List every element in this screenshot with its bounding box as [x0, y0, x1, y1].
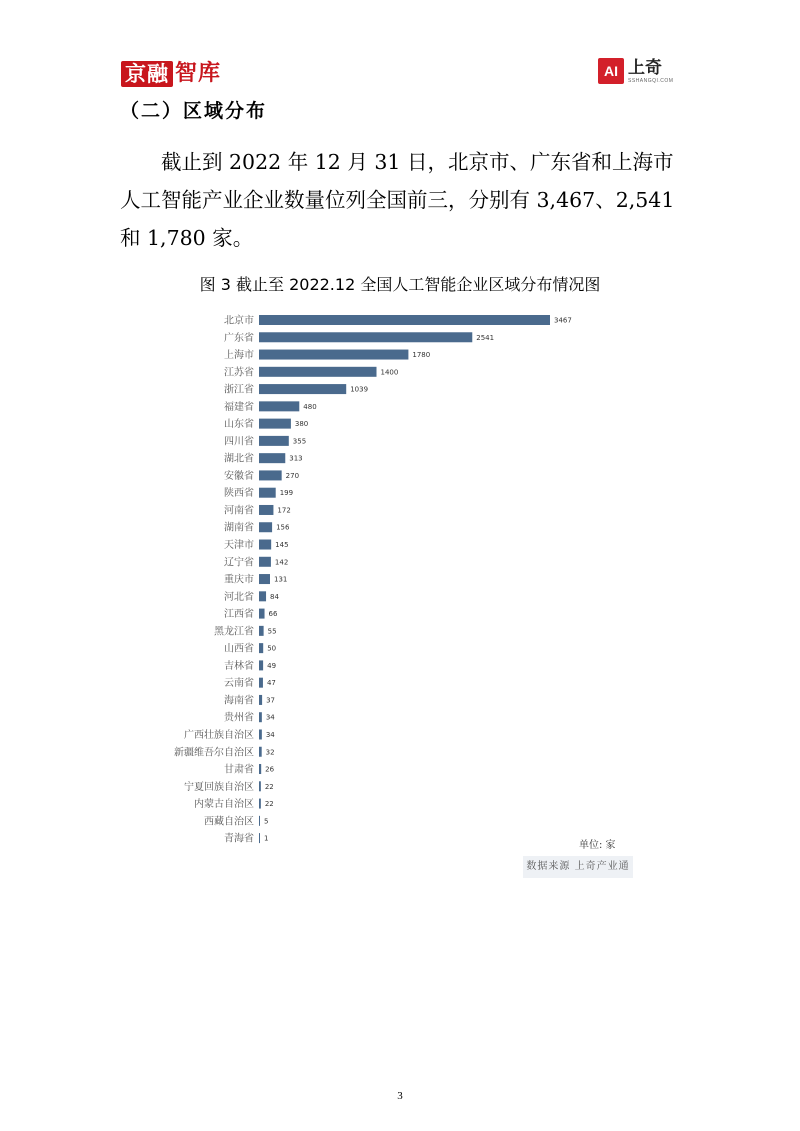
data-label: 22	[264, 800, 274, 809]
category-label: 广东省	[224, 332, 254, 344]
data-label: 37	[266, 696, 276, 705]
bar	[259, 695, 262, 705]
category-label: 内蒙古自治区	[194, 799, 254, 811]
brand-url: SSHANGQI.COM	[628, 78, 674, 84]
data-label: 313	[289, 454, 303, 463]
category-label: 安徽省	[224, 470, 254, 482]
data-label: 1780	[412, 351, 431, 360]
bar	[259, 678, 263, 688]
category-label: 江西省	[224, 609, 254, 621]
data-label: 145	[275, 541, 289, 550]
logo-left-box: 京融	[121, 61, 173, 87]
bar	[259, 591, 266, 601]
bar	[259, 781, 261, 791]
data-label: 3467	[554, 316, 572, 325]
category-label: 福建省	[224, 401, 254, 413]
body-paragraph: 截止到 2022 年 12 月 31 日，北京市、广东省和上海市人工智能产业企业数量位列全国前三，分别有 3,467、2,541 和 1,780 家。	[120, 150, 675, 250]
data-label: 1039	[350, 385, 369, 394]
data-label: 5	[264, 817, 269, 826]
region-bar-chart	[0, 308, 800, 845]
data-label: 270	[285, 471, 300, 480]
data-label: 50	[267, 644, 277, 653]
ai-mark-icon: AI	[598, 58, 624, 84]
data-label: 142	[274, 558, 289, 567]
bar	[259, 419, 291, 429]
bar	[259, 729, 262, 739]
data-label: 480	[303, 402, 317, 411]
data-label: 172	[277, 506, 291, 515]
bar	[259, 453, 285, 463]
data-label: 1400	[380, 368, 399, 377]
brand-name: 上奇	[628, 58, 662, 78]
category-label: 西藏自治区	[204, 816, 254, 828]
data-label: 131	[273, 575, 288, 584]
section-heading: （二）区域分布	[120, 100, 268, 122]
unit-label: 单位: 家	[579, 840, 616, 851]
category-label: 山西省	[224, 643, 254, 655]
bar	[259, 332, 472, 342]
jingrong-zhiku-logo	[121, 60, 221, 88]
data-label: 47	[266, 679, 276, 688]
bar	[259, 505, 273, 515]
data-label: 380	[294, 420, 309, 429]
category-label: 广西壮族自治区	[184, 729, 254, 741]
bar	[259, 470, 282, 480]
category-label: 黑龙江省	[214, 626, 254, 638]
category-label: 北京市	[224, 315, 254, 327]
category-label: 新疆维吾尔自治区	[174, 747, 254, 759]
category-label: 湖南省	[224, 522, 254, 534]
category-label: 宁夏回族自治区	[184, 781, 254, 793]
category-label: 江苏省	[224, 367, 254, 379]
category-label: 吉林省	[224, 660, 254, 672]
data-source-label: 数据来源 上奇产业通	[523, 856, 633, 878]
bar	[259, 747, 262, 757]
data-label: 34	[265, 713, 275, 722]
category-label: 河南省	[224, 505, 254, 517]
bar	[259, 488, 276, 498]
data-label: 34	[265, 730, 275, 739]
page-number: 3	[397, 1090, 403, 1102]
category-label: 山东省	[224, 419, 254, 431]
bar	[259, 574, 270, 584]
data-label: 66	[268, 610, 278, 619]
data-label: 156	[276, 523, 290, 532]
bar	[259, 367, 377, 377]
figure-title: 图 3 截止至 2022.12 全国人工智能企业区域分布情况图	[199, 275, 601, 294]
bar	[259, 833, 260, 843]
data-label: 32	[265, 748, 275, 757]
category-label: 云南省	[224, 678, 254, 690]
data-label: 199	[279, 489, 294, 498]
category-label: 四川省	[224, 436, 254, 448]
category-label: 天津市	[224, 540, 254, 552]
category-label: 河北省	[224, 591, 254, 603]
category-label: 青海省	[224, 833, 254, 845]
data-label: 55	[267, 627, 277, 636]
category-label: 重庆市	[224, 574, 254, 586]
category-label: 海南省	[224, 695, 254, 707]
shangqi-logo	[598, 58, 673, 85]
bar	[259, 660, 263, 670]
bar	[259, 557, 271, 567]
bar	[259, 712, 262, 722]
category-label: 陕西省	[224, 488, 254, 500]
bar	[259, 816, 260, 826]
bar	[259, 626, 264, 636]
bar	[259, 540, 271, 550]
bar	[259, 799, 261, 809]
data-label: 2541	[476, 333, 495, 342]
bar	[259, 401, 299, 411]
category-label: 贵州省	[224, 712, 254, 724]
category-label: 辽宁省	[224, 557, 254, 569]
data-label: 49	[267, 661, 277, 670]
bar	[259, 764, 261, 774]
bar	[259, 315, 550, 325]
logo-left-text: 智库	[175, 61, 222, 86]
bar	[259, 436, 289, 446]
data-label: 84	[270, 592, 279, 601]
category-label: 上海市	[224, 350, 254, 362]
bar	[259, 522, 272, 532]
bar	[259, 384, 346, 394]
bar	[259, 643, 263, 653]
bar	[259, 350, 408, 360]
data-label: 1	[264, 834, 269, 843]
category-label: 甘肃省	[224, 764, 254, 776]
data-label: 355	[292, 437, 307, 446]
category-label: 浙江省	[224, 384, 254, 396]
data-label: 22	[264, 782, 274, 791]
category-label: 湖北省	[224, 453, 254, 465]
data-label: 26	[265, 765, 275, 774]
bar	[259, 609, 265, 619]
